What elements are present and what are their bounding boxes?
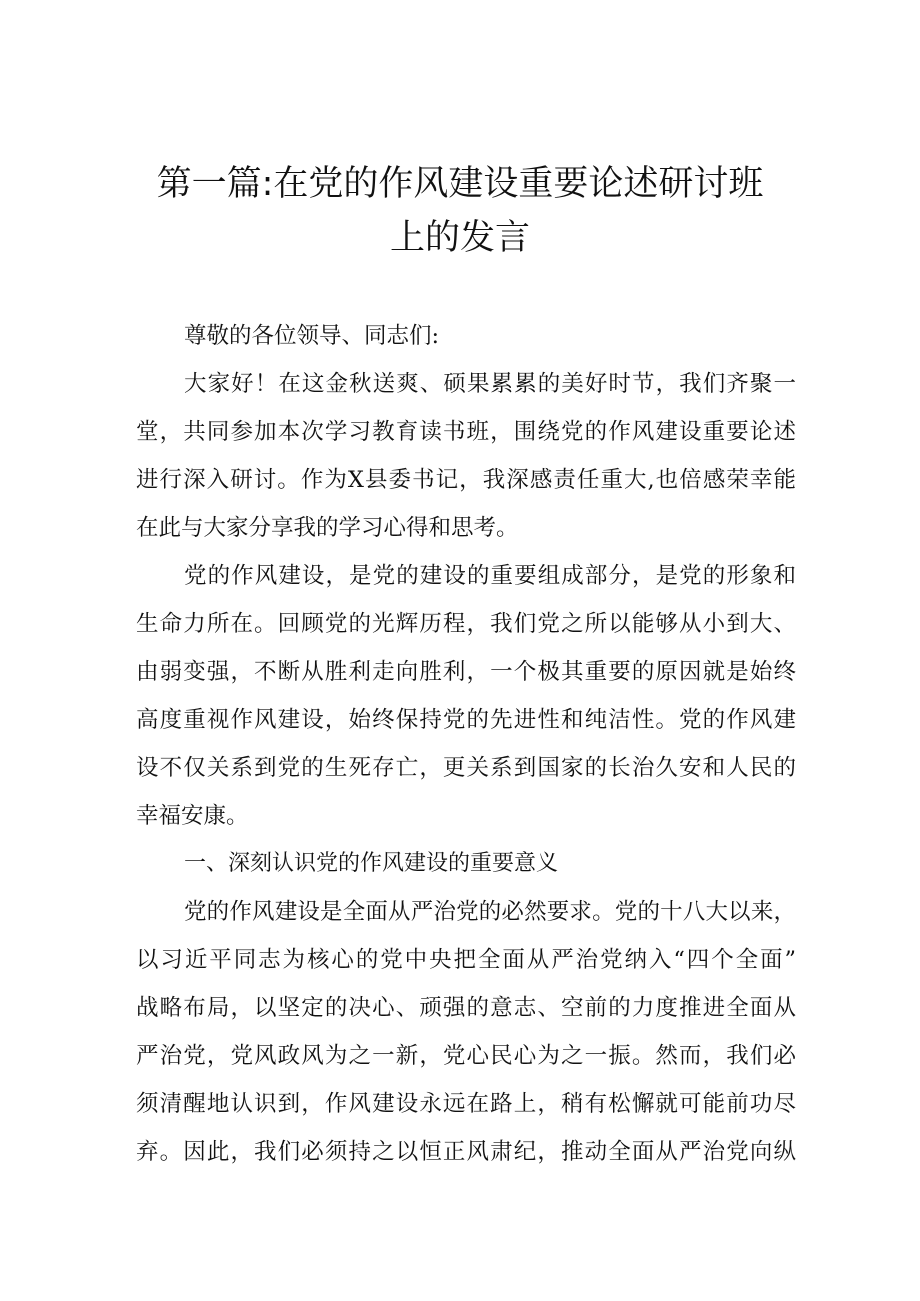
paragraph-2-line-1: 党的作风建设，是党的建设的重要组成部分，是党的形象和 <box>184 563 796 589</box>
paragraph-1-line-2: 堂，共同参加本次学习教育读书班，围绕党的作风建设重要论述 <box>136 419 796 445</box>
section-1-heading: 一、深刻认识党的作风建设的重要意义 <box>184 851 559 876</box>
paragraph-1-line-4: 在此与大家分享我的学习心得和思考。 <box>136 515 519 541</box>
paragraph-3-line-1: 党的作风建设是全面从严治党的必然要求。党的十八大以来， <box>184 899 796 925</box>
paragraph-2-line-3: 由弱变强，不断从胜利走向胜利，一个极其重要的原因就是始终 <box>136 659 796 685</box>
paragraph-3-line-6: 弃。因此，我们必须持之以恒正风肃纪，推动全面从严治党向纵 <box>136 1139 796 1165</box>
paragraph-3-line-5: 须清醒地认识到，作风建设永远在路上，稍有松懈就可能前功尽 <box>136 1091 796 1117</box>
paragraph-2-line-2: 生命力所在。回顾党的光辉历程，我们党之所以能够从小到大、 <box>136 611 796 637</box>
paragraph-2-line-6: 幸福安康。 <box>136 803 249 829</box>
paragraph-1-line-3: 进行深入研讨。作为X县委书记，我深感责任重大,也倍感荣幸能 <box>136 467 796 493</box>
paragraph-3-line-3: 战略布局，以坚定的决心、顽强的意志、空前的力度推进全面从 <box>136 995 796 1021</box>
document-title-line-1: 第一篇:在党的作风建设重要论述研讨班 <box>156 164 764 204</box>
salutation: 尊敬的各位领导、同志们: <box>184 323 440 349</box>
paragraph-1-line-1: 大家好！在这金秋送爽、硕果累累的美好时节，我们齐聚一 <box>184 371 796 397</box>
document-title-line-2: 上的发言 <box>389 218 530 258</box>
paragraph-3-line-4: 严治党，党风政风为之一新，党心民心为之一振。然而，我们必 <box>136 1043 796 1069</box>
paragraph-2-line-4: 高度重视作风建设，始终保持党的先进性和纯洁性。党的作风建 <box>136 707 796 733</box>
paragraph-3-line-2: 以习近平同志为核心的党中央把全面从严治党纳入“四个全面” <box>136 947 796 973</box>
paragraph-2-line-5: 设不仅关系到党的生死存亡，更关系到国家的长治久安和人民的 <box>136 755 796 781</box>
